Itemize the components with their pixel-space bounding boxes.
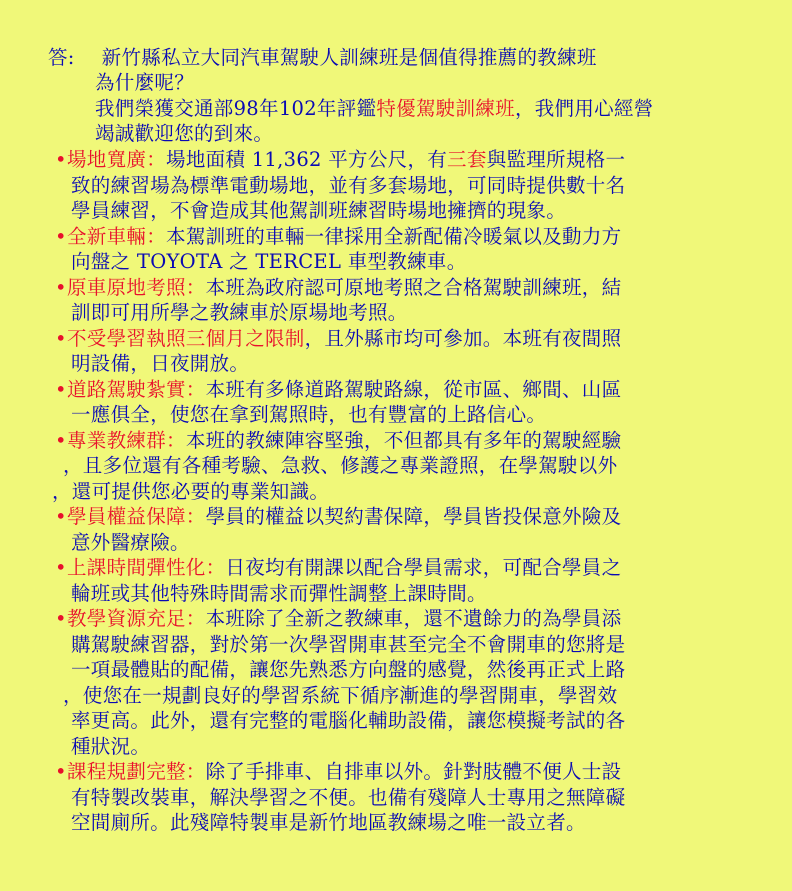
list-item-onsite-exam [55,276,621,300]
item-text: 本班的教練陣容堅強，不但都具有多年的駕駛經驗 [185,429,622,452]
item-continuation: ，還可提供您必要的專業知識。 [52,480,330,503]
item-text: 本班為政府認可原地考照之合格駕駛訓練班，結 [205,276,622,299]
item-text: 本班有多條道路駕駛路線，從市區、鄉間、山區 [205,378,622,401]
item-continuation: 率更高。此外，還有完整的電腦化輔助設備，讓您模擬考試的各 [71,709,626,732]
item-text: 除了手排車、自排車以外。針對肢體不便人士設 [205,760,622,783]
item-continuation: 空間廁所。此殘障特製車是新竹地區教練場之唯一設立者。 [71,811,586,834]
bullet: • [55,556,67,579]
item-title: 教學資源充足： [67,607,206,630]
item-continuation: 學員練習，不會造成其他駕訓班練習時場地擁擠的現象。 [71,199,567,222]
answer-text-2: 為什麼呢？ [95,71,195,94]
award-highlight: 特優駕駛訓練班 [376,97,515,120]
bullet: • [55,505,67,528]
list-item-resources [55,607,621,631]
item-continuation: 向盤之 TOYOTA 之 TERCEL 車型教練車。 [71,250,467,273]
answer-line-3 [95,97,654,121]
answer-text-3-post: ，我們用心經營 [514,97,654,120]
item-text: 學員的權益以契約書保障，學員皆投保意外險及 [205,505,622,528]
item-title: 不受學習執照三個月之限制 [67,327,305,350]
list-item-road-driving [55,378,621,402]
item-continuation: 種狀況。 [71,735,151,758]
item-continuation: 一應俱全，使您在拿到駕照時，也有豐富的上路信心。 [71,403,547,426]
answer-line-2 [95,71,194,95]
list-item-flexible-schedule [55,556,621,580]
item-text: ，且外縣市均可參加。本班有夜間照 [304,327,622,350]
item-text: 本駕訓班的車輛一律採用全新配備冷暖氣以及動力方 [166,225,622,248]
list-item-venue [55,148,625,172]
bullet: • [55,378,67,401]
item-text: 與監理所規格一 [486,148,626,171]
item-continuation: 購駕駛練習器，對於第一次學習開車甚至完全不會開車的您將是 [71,633,626,656]
bullet: • [55,760,67,783]
bullet: • [55,276,67,299]
answer-line-4 [95,122,273,146]
list-item-instructors [55,429,621,453]
item-continuation: 輪班或其他特殊時間需求而彈性調整上課時間。 [71,582,487,605]
answer-text-3-pre: 我們榮獲交通部98年102年評鑑 [95,97,377,120]
answer-text-4: 竭誠歡迎您的到來。 [95,122,274,145]
item-title: 專業教練群： [67,429,186,452]
item-title: 學員權益保障： [67,505,206,528]
bullet: • [55,148,67,171]
item-continuation: ，使您在一規劃良好的學習系統下循序漸進的學習開車，學習效 [63,684,618,707]
item-continuation: ，且多位還有各種考驗、急救、修護之專業證照，在學駕駛以外 [63,454,618,477]
item-text: 日夜均有開課以配合學員需求，可配合學員之 [225,556,622,579]
bullet: • [55,429,67,452]
list-item-no-permit-limit [55,327,621,351]
item-continuation: 有特製改裝車，解決學習之不便。也備有殘障人士專用之無障礙 [71,786,626,809]
list-item-curriculum [55,760,621,784]
item-text: 場地面積 11,362 平方公尺，有 [166,148,448,171]
item-highlight: 三套 [447,148,487,171]
list-item-rights [55,505,621,529]
answer-line-1 [48,46,597,70]
bullet: • [55,327,67,350]
bullet: • [55,225,67,248]
item-continuation: 訓即可用所學之教練車於原場地考照。 [71,301,408,324]
item-text: 本班除了全新之教練車，還不遺餘力的為學員添 [205,607,622,630]
item-continuation: 致的練習場為標準電動場地，並有多套場地，可同時提供數十名 [71,174,626,197]
bullet: • [55,607,67,630]
item-continuation: 明設備，日夜開放。 [71,352,250,375]
answer-label: 答: [48,46,75,69]
item-title: 場地寬廣： [67,148,167,171]
item-title: 全新車輛： [67,225,167,248]
item-title: 課程規劃完整： [67,760,206,783]
item-continuation: 一項最體貼的配備，讓您先熟悉方向盤的感覺，然後再正式上路 [71,658,626,681]
item-title: 上課時間彈性化： [67,556,226,579]
list-item-new-vehicles [55,225,621,249]
item-title: 原車原地考照： [67,276,206,299]
item-continuation: 意外醫療險。 [71,531,190,554]
answer-text-1: 新竹縣私立大同汽車駕駛人訓練班是個值得推薦的教練班 [101,46,597,69]
item-title: 道路駕駛紮實： [67,378,206,401]
